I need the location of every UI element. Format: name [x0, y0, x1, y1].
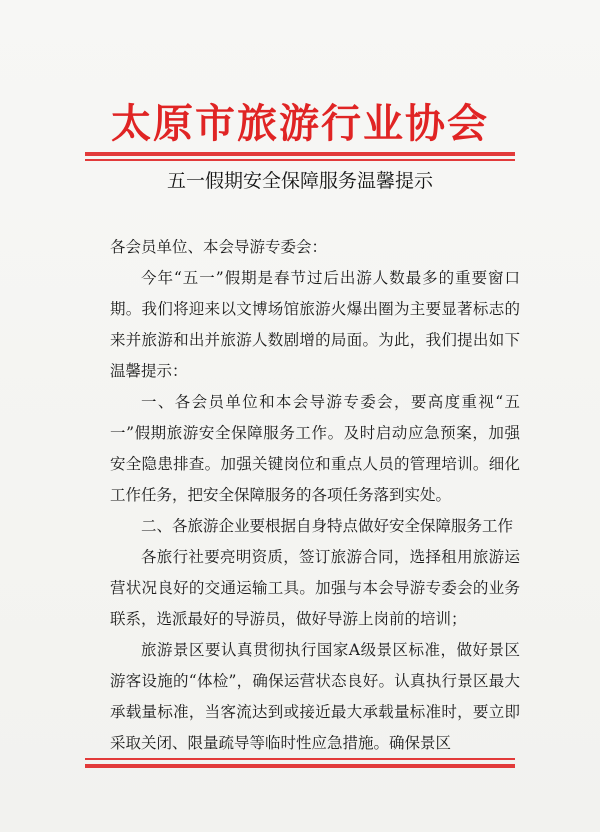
salutation: 各会员单位、本会导游专委会：: [110, 238, 328, 256]
footer-rule-thin: [85, 758, 515, 760]
letterhead-rule-thick: [85, 152, 515, 156]
paragraph-scenic-areas: 旅游景区要认真贯彻执行国家A级景区标准，做好景区游客设施的“体检”，确保运营状态良好。认真执行景区最大承载量标准，当客流达到或接近最大承载量标准时，要立即采取关闭、限量疏导等临时性应急措施。确保景区: [110, 641, 520, 752]
paragraph-intro: 今年“五一”假期是春节过后出游人数最多的重要窗口期。我们将迎来以文博场馆旅游火爆出圈为主要显著标志的来并旅游和出并旅游人数剧增的局面。为此，我们提出如下温馨提示：: [110, 269, 520, 380]
paragraph-point-one: 一、各会员单位和本会导游专委会，要高度重视“五一”假期旅游安全保障服务工作。及时启动应急预案，加强安全隐患排查。加强关键岗位和重点人员的管理培训。细化工作任务，把安全保障服务的各项任务落到实处。: [110, 393, 520, 504]
paragraph-travel-agencies: 各旅行社要亮明资质，签订旅游合同，选择租用旅游运营状况良好的交通运输工具。加强与本会导游专委会的业务联系，选派最好的导游员，做好导游上岗前的培训；: [110, 548, 520, 628]
document-body: [110, 263, 520, 759]
letterhead-rule-thin: [85, 159, 515, 161]
letterhead-organization: 太原市旅游行业协会: [111, 100, 489, 147]
paragraph-point-two-heading: 二、各旅游企业要根据自身特点做好安全保障服务工作: [141, 517, 514, 535]
footer-rule-thick: [85, 764, 515, 768]
document-title: 五一假期安全保障服务温馨提示: [166, 170, 433, 192]
